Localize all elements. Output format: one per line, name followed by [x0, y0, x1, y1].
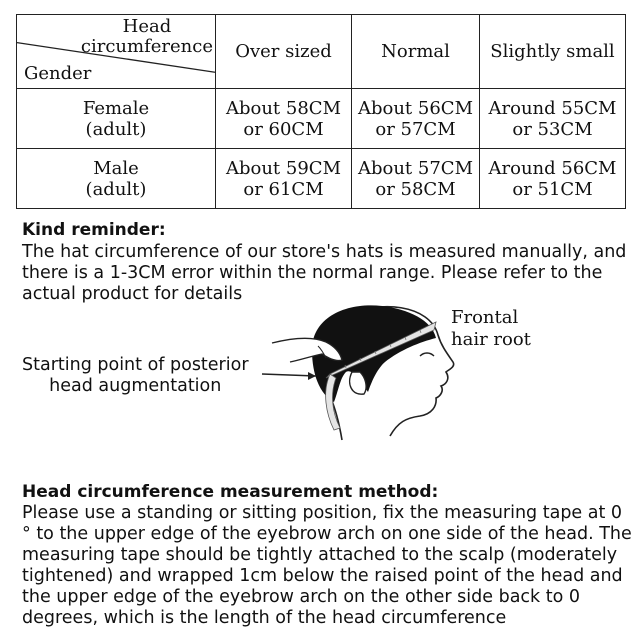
corner-header-cell: [17, 15, 216, 89]
corner-header-top-line: Head: [122, 16, 172, 37]
row-header-line: (adult): [85, 118, 147, 140]
table-cell: [216, 149, 352, 209]
cell-line: or 57CM: [375, 118, 456, 140]
corner-header-bottom: Gender: [24, 63, 92, 84]
column-header: Slightly small: [480, 15, 626, 89]
label-line: head augmentation: [49, 376, 222, 396]
label-line: Frontal: [451, 307, 519, 328]
table-cell: [480, 89, 626, 149]
label-line: Starting point of posterior: [22, 355, 249, 375]
corner-header-top-line: circumference: [80, 36, 213, 57]
table-row: [17, 89, 626, 149]
table-row: [17, 149, 626, 209]
table-cell: [352, 89, 480, 149]
row-header: [17, 89, 216, 149]
eye-icon: [420, 353, 434, 356]
cell-line: About 59CM: [225, 157, 341, 179]
cell-line: or 60CM: [243, 118, 324, 140]
reminder-title: Kind reminder:: [22, 220, 166, 240]
column-header: Over sized: [216, 15, 352, 89]
table-cell: [480, 149, 626, 209]
column-header: Normal: [352, 15, 480, 89]
method-title: Head circumference measurement method:: [22, 482, 439, 502]
corner-header-top: [81, 17, 213, 57]
table-cell: [216, 89, 352, 149]
cell-line: About 58CM: [225, 97, 341, 119]
frontal-hair-root-label: [451, 307, 531, 351]
row-header-line: Male: [93, 157, 139, 179]
cell-line: About 57CM: [357, 157, 473, 179]
cell-line: or 53CM: [512, 118, 593, 140]
starting-point-label: [22, 355, 249, 397]
label-line: hair root: [451, 329, 531, 350]
reminder-body: The hat circumference of our store's hats is measured manually, and there is a 1-3CM error within the normal range. Please refer to the actual product for details: [22, 242, 627, 304]
pointer-arrow: [262, 374, 316, 376]
cell-line: or 51CM: [512, 178, 593, 200]
cell-line: or 61CM: [243, 178, 324, 200]
cell-line: Around 55CM: [488, 97, 617, 119]
cell-line: Around 56CM: [488, 157, 617, 179]
table-cell: [352, 149, 480, 209]
row-header-line: Female: [82, 97, 150, 119]
row-header-line: (adult): [85, 178, 147, 200]
method-body: Please use a standing or sitting position, fix the measuring tape at 0 ° to the upper edge of the eyebrow arch on one side of the head. The measuring tape should be tightly attached to the scalp (moderately tightened) and wrapped 1cm below the raised point of the head and the upper edge of the eyebrow arch on the other side back to 0 degrees, which is the length of the head circumference: [22, 503, 632, 628]
table-header-row: [17, 15, 626, 89]
size-chart-table: [16, 14, 626, 209]
row-header: [17, 149, 216, 209]
cell-line: or 58CM: [375, 178, 456, 200]
cell-line: About 56CM: [357, 97, 473, 119]
